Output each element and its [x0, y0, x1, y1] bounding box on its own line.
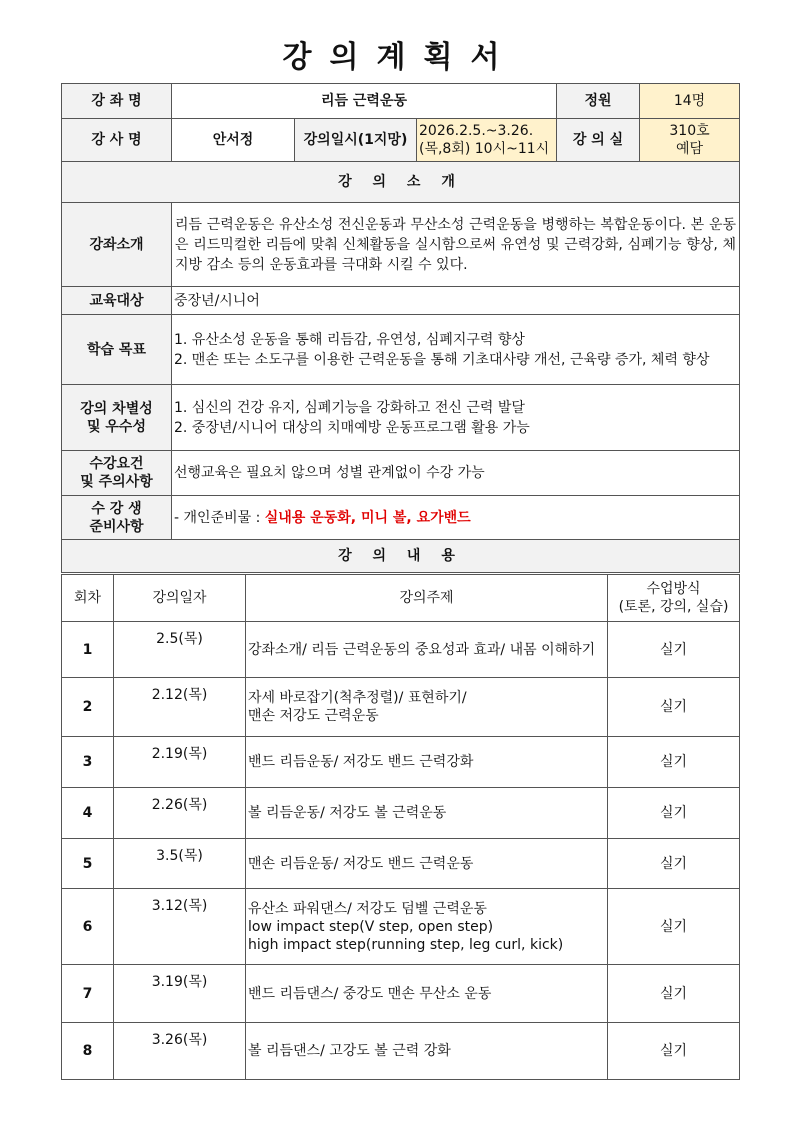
requirement-label-line1: 수강요건 — [89, 456, 144, 472]
course-info-table — [61, 83, 740, 573]
course-name-label: 강 좌 명 — [62, 84, 172, 119]
differentiation-item: 1. 심신의 건강 유지, 심폐기능을 강화하고 전신 근력 발달 — [174, 399, 525, 416]
topic-line: high impact step(running step, leg curl, kick) — [248, 936, 564, 953]
page-title: 강의계획서 — [282, 40, 518, 75]
table-row — [62, 965, 740, 1023]
differentiation-label-line1: 강의 차별성 — [80, 400, 153, 417]
lecture-schedule-table — [61, 574, 740, 1080]
session-method: 실기 — [608, 622, 740, 678]
preparation-text — [172, 496, 740, 540]
goal-label: 학습 목표 — [62, 315, 172, 385]
session-method: 실기 — [608, 839, 740, 889]
session-method: 실기 — [608, 889, 740, 965]
schedule-times: (목,8회) 10시~11시 — [419, 141, 550, 157]
schedule-value — [417, 119, 557, 162]
session-number: 4 — [62, 788, 114, 839]
instructor-value: 안서정 — [172, 119, 295, 162]
session-method: 실기 — [608, 678, 740, 737]
session-method: 실기 — [608, 737, 740, 788]
session-date: 3.26(목) — [114, 1023, 246, 1080]
session-header: 회차 — [62, 575, 114, 622]
goal-item: 1. 유산소성 운동을 통해 리듬감, 유연성, 심폐지구력 향상 — [174, 331, 525, 348]
table-row — [62, 1023, 740, 1080]
session-date: 3.12(목) — [114, 889, 246, 965]
table-row — [62, 737, 740, 788]
session-topic — [246, 889, 608, 965]
content-section-heading: 강 의 내 용 — [62, 540, 740, 573]
topic-line: 자세 바로잡기(척추정렬)/ 표현하기/ — [248, 690, 467, 706]
instructor-label: 강 사 명 — [62, 119, 172, 162]
session-topic — [246, 788, 608, 839]
requirement-label-line2: 및 주의사항 — [80, 474, 153, 490]
topic-line: 맨손 저강도 근력운동 — [248, 708, 379, 724]
schedule-header-row — [62, 575, 740, 622]
target-label: 교육대상 — [62, 287, 172, 315]
session-number: 3 — [62, 737, 114, 788]
session-topic — [246, 737, 608, 788]
preparation-prefix: - 개인준비물 : — [174, 509, 265, 526]
topic-line: 밴드 리듬운동/ 저강도 밴드 근력강화 — [248, 754, 474, 770]
room-label: 강 의 실 — [557, 119, 640, 162]
preparation-label-line2: 준비사항 — [89, 518, 144, 535]
schedule-dates: 2026.2.5.~3.26. — [419, 123, 534, 139]
date-header: 강의일자 — [114, 575, 246, 622]
topic-header: 강의주제 — [246, 575, 608, 622]
session-topic — [246, 622, 608, 678]
session-date: 2.5(목) — [114, 622, 246, 678]
course-intro-text: 리듬 근력운동은 유산소성 전신운동과 무산소성 근력운동을 병행하는 복합운동이다. 본 운동은 리드믹컬한 리듬에 맞춰 신체활동을 실시함으로써 유연성 및 근력강화, 심폐기능 향상, 체지방 감소 등의 운동효과를 극대화 시킬 수 있다. — [172, 203, 740, 287]
session-number: 7 — [62, 965, 114, 1023]
intro-section-heading: 강 의 소 개 — [62, 162, 740, 203]
requirement-text: 선행교육은 필요치 않으며 성별 관계없이 수강 가능 — [172, 451, 740, 496]
topic-line: low impact step(V step, open step) — [248, 918, 494, 935]
goal-list — [172, 315, 740, 385]
preparation-items: 실내용 운동화, 미니 볼, 요가밴드 — [264, 509, 471, 526]
session-date: 2.26(목) — [114, 788, 246, 839]
session-date: 2.12(목) — [114, 678, 246, 737]
topic-line: 유산소 파워댄스/ 저강도 덤벨 근력운동 — [248, 900, 487, 917]
session-number: 5 — [62, 839, 114, 889]
schedule-label: 강의일시(1지망) — [295, 119, 417, 162]
table-row — [62, 678, 740, 737]
differentiation-label-line2: 및 우수성 — [87, 418, 146, 435]
session-number: 8 — [62, 1023, 114, 1080]
goal-item: 2. 맨손 또는 소도구를 이용한 근력운동을 통해 기초대사량 개선, 근육량 증가, 체력 향상 — [174, 351, 710, 368]
course-name-value: 리듬 근력운동 — [172, 84, 557, 119]
differentiation-item: 2. 중장년/시니어 대상의 치매예방 운동프로그램 활용 가능 — [174, 419, 530, 436]
differentiation-list — [172, 385, 740, 451]
method-header-line2: (토론, 강의, 실습) — [618, 599, 729, 615]
method-header — [608, 575, 740, 622]
session-date: 3.5(목) — [114, 839, 246, 889]
table-row — [62, 839, 740, 889]
capacity-value: 14명 — [640, 84, 740, 119]
target-text: 중장년/시니어 — [172, 287, 740, 315]
capacity-label: 정원 — [557, 84, 640, 119]
topic-line: 맨손 리듬운동/ 저강도 밴드 근력운동 — [248, 855, 474, 872]
session-topic — [246, 1023, 608, 1080]
session-method: 실기 — [608, 788, 740, 839]
table-row — [62, 788, 740, 839]
session-number: 2 — [62, 678, 114, 737]
method-header-line1: 수업방식 — [646, 581, 701, 597]
topic-line: 밴드 리듬댄스/ 중강도 맨손 무산소 운동 — [248, 985, 492, 1002]
room-number: 310호 — [669, 123, 710, 139]
requirement-label — [62, 451, 172, 496]
session-number: 1 — [62, 622, 114, 678]
topic-line: 강좌소개/ 리듬 근력운동의 중요성과 효과/ 내몸 이해하기 — [248, 641, 596, 658]
session-method: 실기 — [608, 1023, 740, 1080]
differentiation-label — [62, 385, 172, 451]
table-row — [62, 889, 740, 965]
room-name: 예담 — [675, 141, 704, 157]
preparation-label-line1: 수 강 생 — [91, 500, 142, 517]
topic-line: 볼 리듬댄스/ 고강도 볼 근력 강화 — [248, 1043, 451, 1059]
course-intro-label: 강좌소개 — [62, 203, 172, 287]
session-topic — [246, 965, 608, 1023]
room-value — [640, 119, 740, 162]
session-topic — [246, 678, 608, 737]
preparation-label — [62, 496, 172, 540]
session-date: 3.19(목) — [114, 965, 246, 1023]
session-date: 2.19(목) — [114, 737, 246, 788]
table-row — [62, 622, 740, 678]
topic-line: 볼 리듬운동/ 저강도 볼 근력운동 — [248, 805, 447, 821]
session-number: 6 — [62, 889, 114, 965]
session-topic — [246, 839, 608, 889]
session-method: 실기 — [608, 965, 740, 1023]
